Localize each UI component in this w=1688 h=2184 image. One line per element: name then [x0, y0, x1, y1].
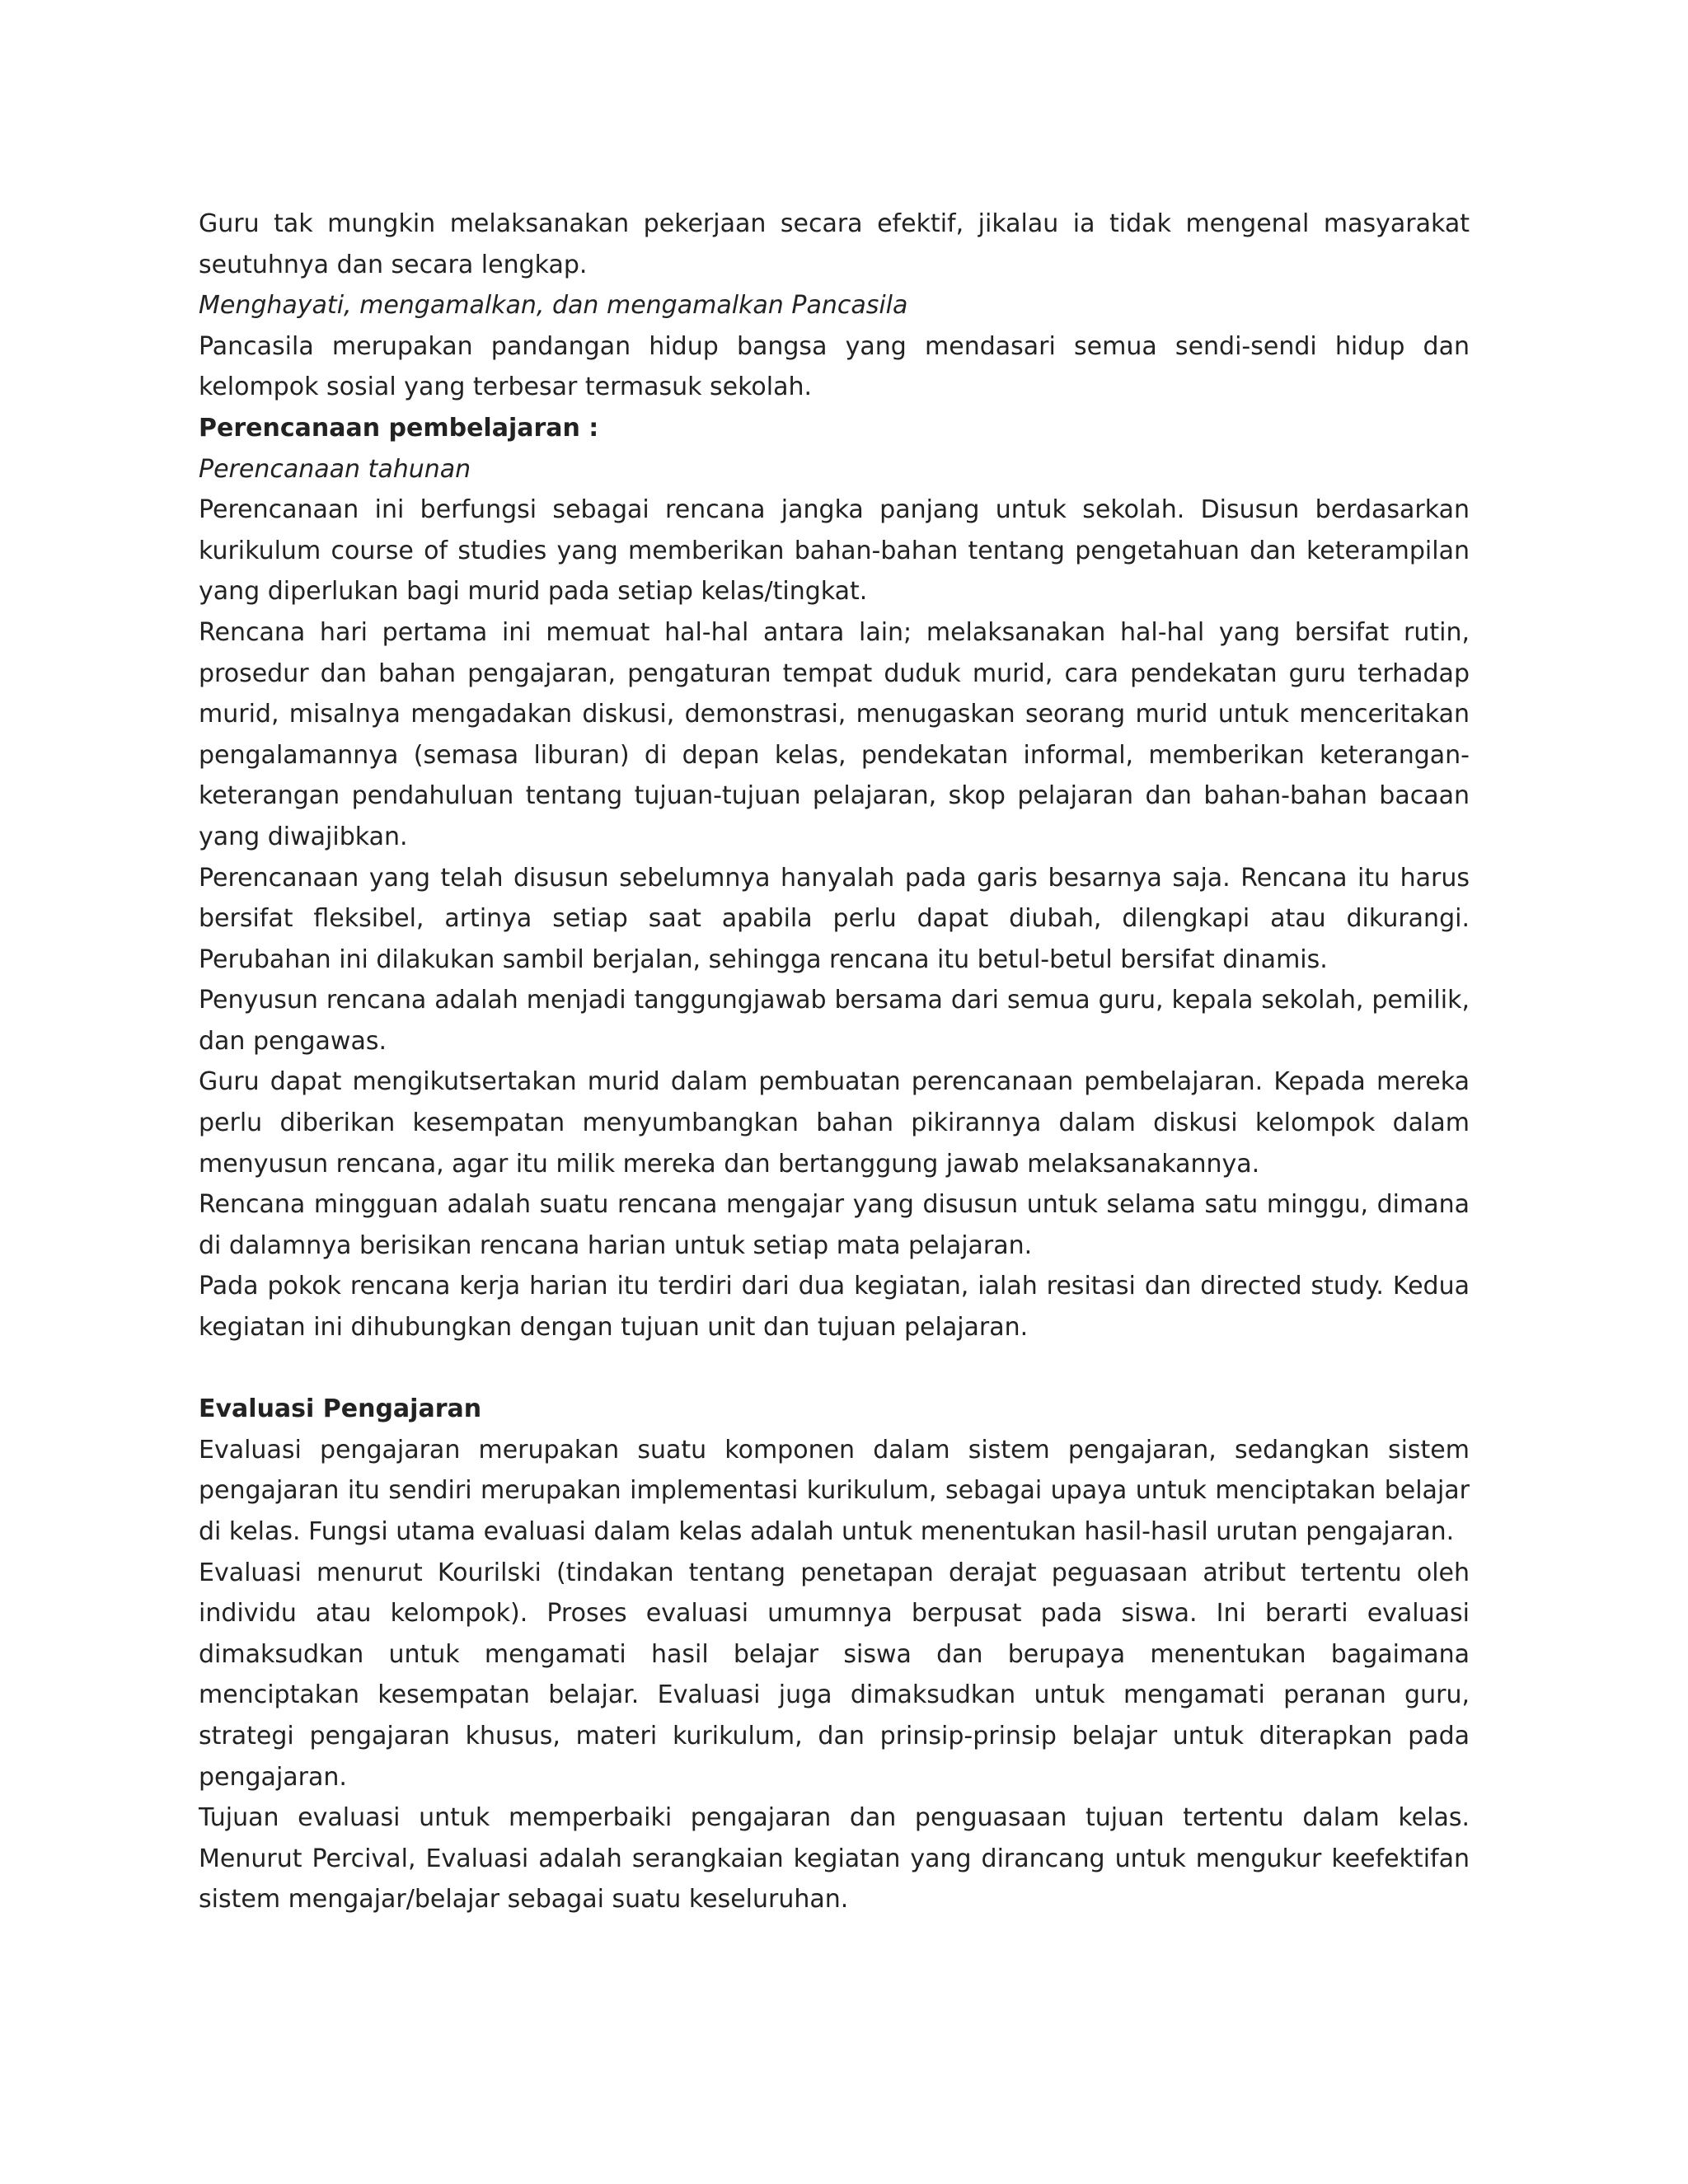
paragraph-rencana-hari-pertama: Rencana hari pertama ini memuat hal-hal antara lain; melaksanakan hal-hal yang bersifat rutin, prosedur dan bahan pengajaran, pengaturan tempat duduk murid, cara pendekatan guru terhadap murid, misalnya mengadakan diskusi, demonstrasi, menugaskan seorang murid untuk menceritakan pengalamannya (semasa liburan) di depan kelas, pendekatan informal, memberikan keterangan-keterangan pendahuluan tentang tujuan-tujuan pelajaran, skop pelajaran dan bahan-bahan bacaan yang diwajibkan. — [199, 617, 1470, 851]
paragraph-penyusun-rencana: Penyusun rencana adalah menjadi tanggungjawab bersama dari semua guru, kepala sekolah, pemilik, dan pengawas. — [199, 986, 1470, 1056]
paragraph-evaluasi-komponen: Evaluasi pengajaran merupakan suatu komponen dalam sistem pengajaran, sedangkan sistem pengajaran itu sendiri merupakan implementasi kurikulum, sebagai upaya untuk menciptakan belajar di kelas. Fungsi utama evaluasi dalam kelas adalah untuk menentukan hasil-hasil urutan pengajaran. — [199, 1435, 1470, 1546]
document-page — [199, 204, 1470, 1920]
blank-line — [199, 1348, 1470, 1390]
subheading-pancasila: Menghayati, mengamalkan, dan mengamalkan Pancasila — [199, 291, 908, 321]
paragraph-evaluasi-kourilski: Evaluasi menurut Kourilski (tindakan tentang penetapan derajat peguasaan atribut tertentu oleh individu atau kelompok). Proses evaluasi umumnya berpusat pada siswa. Ini berarti evaluasi dimaksudkan untuk mengamati hasil belajar siswa dan berupaya menentukan bagaimana menciptakan kesempatan belajar. Evaluasi juga dimaksudkan untuk mengamati peranan guru, strategi pengajaran khusus, materi kurikulum, dan prinsip-prinsip belajar untuk diterapkan pada pengajaran. — [199, 1558, 1470, 1792]
heading-perencanaan-pembelajaran: Perencanaan pembelajaran : — [199, 413, 599, 443]
paragraph-pancasila: Pancasila merupakan pandangan hidup bangsa yang mendasari semua sendi-sendi hidup dan kelompok sosial yang terbesar termasuk sekolah. — [199, 331, 1470, 402]
paragraph-guru-murid: Guru dapat mengikutsertakan murid dalam pembuatan perencanaan pembelajaran. Kepada mereka perlu diberikan kesempatan menyumbangkan bahan pikirannya dalam diskusi kelompok dalam menyusun rencana, agar itu milik mereka dan bertanggung jawab melaksanakannya. — [199, 1067, 1470, 1179]
heading-evaluasi-pengajaran: Evaluasi Pengajaran — [199, 1394, 482, 1424]
paragraph-tujuan-evaluasi: Tujuan evaluasi untuk memperbaiki pengajaran dan penguasaan tujuan tertentu dalam kelas. Menurut Percival, Evaluasi adalah serangkaian kegiatan yang dirancang untuk mengukur keefektifan sistem mengajar/belajar sebagai suatu keseluruhan. — [199, 1803, 1470, 1915]
paragraph-guru-masyarakat: Guru tak mungkin melaksanakan pekerjaan secara efektif, jikalau ia tidak mengenal masyarakat seutuhnya dan secara lengkap. — [199, 209, 1470, 279]
subheading-perencanaan-tahunan: Perencanaan tahunan — [199, 454, 471, 484]
paragraph-rencana-fleksibel: Perencanaan yang telah disusun sebelumnya hanyalah pada garis besarnya saja. Rencana itu harus bersifat fleksibel, artinya setiap saat apabila perlu dapat diubah, dilengkapi atau dikurangi. Perubahan ini dilakukan sambil berjalan, sehingga rencana itu betul-betul bersifat dinamis. — [199, 863, 1470, 974]
paragraph-rencana-harian: Pada pokok rencana kerja harian itu terdiri dari dua kegiatan, ialah resitasi dan directed study. Kedua kegiatan ini dihubungkan dengan tujuan unit dan tujuan pelajaran. — [199, 1272, 1470, 1343]
paragraph-rencana-mingguan: Rencana mingguan adalah suatu rencana mengajar yang disusun untuk selama satu minggu, dimana di dalamnya berisikan rencana harian untuk setiap mata pelajaran. — [199, 1190, 1470, 1260]
paragraph-perencanaan-tahunan: Perencanaan ini berfungsi sebagai rencana jangka panjang untuk sekolah. Disusun berdasarkan kurikulum course of studies yang memberikan bahan-bahan tentang pengetahuan dan keterampilan yang diperlukan bagi murid pada setiap kelas/tingkat. — [199, 495, 1470, 607]
